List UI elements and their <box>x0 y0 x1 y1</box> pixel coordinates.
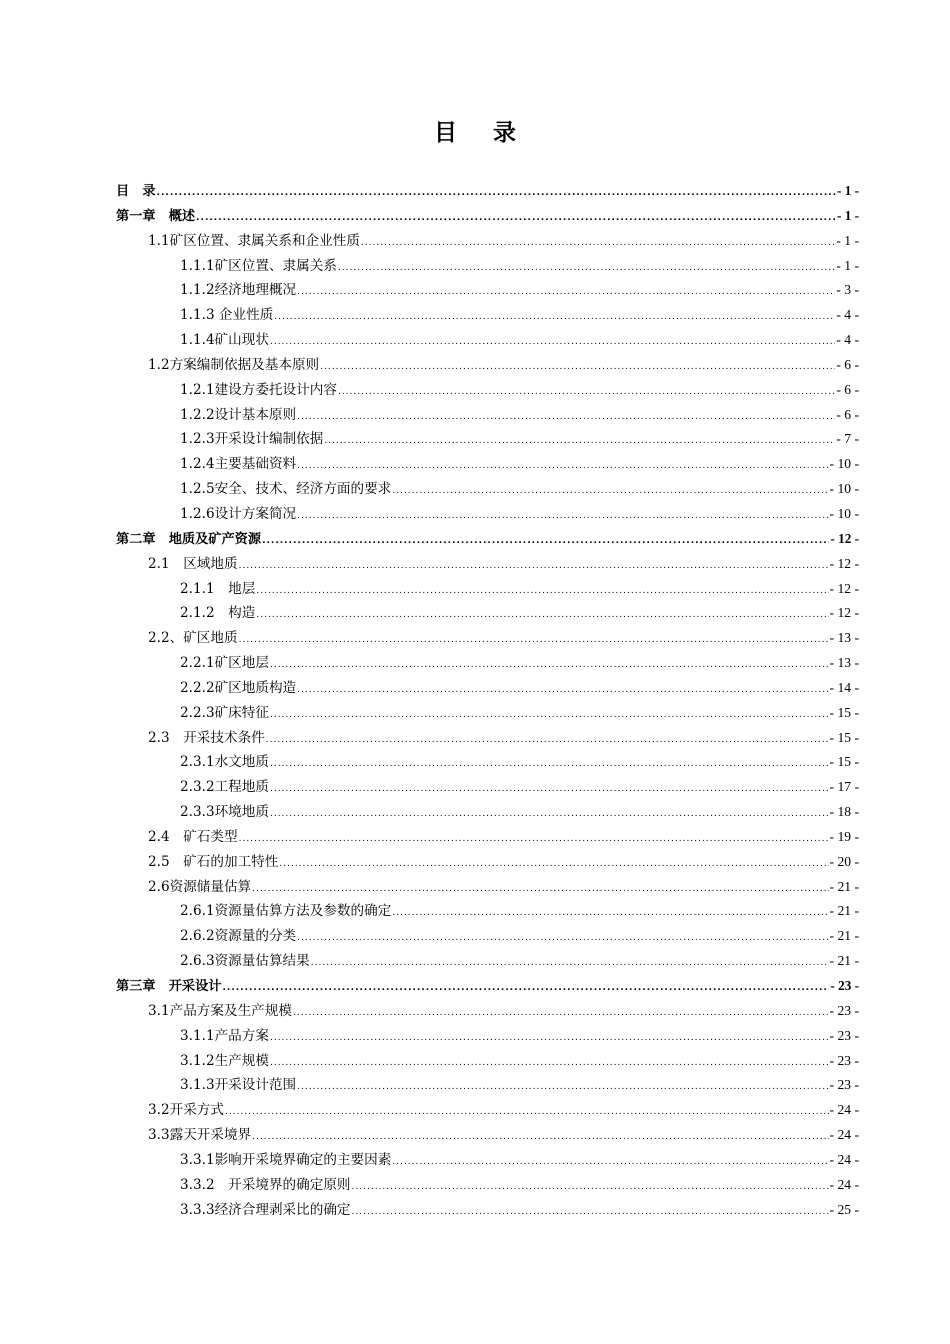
toc-entry-label: 目 录 <box>116 184 156 199</box>
toc-leader-dots <box>270 330 835 353</box>
toc-entry-page: - 21 - <box>829 903 859 919</box>
toc-entry-label: 1.2.6设计方案简况 <box>180 505 297 522</box>
toc-entry-page: - 12 - <box>829 605 859 621</box>
toc-entry-page: - 21 - <box>829 953 859 969</box>
toc-entry[interactable] <box>116 278 859 303</box>
toc-entry-page: - 25 - <box>829 1201 859 1217</box>
toc-entry-page: - 4 - <box>836 307 859 323</box>
toc-entry-page: - 10 - <box>829 456 859 472</box>
toc-entry-label: 3.1.1产品方案 <box>180 1027 269 1044</box>
toc-entry[interactable] <box>116 254 859 279</box>
toc-entry[interactable] <box>116 1073 859 1098</box>
toc-leader-dots <box>157 181 836 204</box>
toc-leader-dots <box>392 1150 828 1173</box>
toc-leader-dots <box>270 777 829 800</box>
toc-leader-dots <box>297 678 828 701</box>
toc-entry-label: 2.6.2资源量的分类 <box>180 928 297 945</box>
toc-entry-label: 2.1.1 地层 <box>180 580 256 597</box>
toc-entry-page: - 23 - <box>829 1077 859 1093</box>
toc-entry-label: 1.1.2经济地理概况 <box>180 282 297 299</box>
toc-entry-label: 3.3.1影响开采境界确定的主要因素 <box>180 1151 392 1168</box>
toc-leader-dots <box>392 479 828 502</box>
toc-entry[interactable] <box>116 303 859 328</box>
toc-entry-page: - 6 - <box>836 406 859 422</box>
toc-leader-dots <box>279 852 828 875</box>
toc-entry-label: 1.2.1建设方委托设计内容 <box>180 381 337 398</box>
toc-leader-dots <box>320 355 835 378</box>
toc-entry-page: - 6 - <box>836 356 859 372</box>
toc-entry-label: 2.2.3矿床特征 <box>180 704 269 721</box>
toc-leader-dots <box>297 405 835 428</box>
toc-entry[interactable] <box>116 527 859 552</box>
toc-entry-label: 2.2.1矿区地层 <box>180 655 269 672</box>
toc-leader-dots <box>297 926 828 949</box>
toc-entry-page: - 13 - <box>829 630 859 646</box>
toc-leader-dots <box>338 380 835 403</box>
toc-entry-page: - 23 - <box>829 1002 859 1018</box>
toc-entry-page: - 19 - <box>829 828 859 844</box>
toc-leader-dots <box>297 504 828 527</box>
toc-leader-dots <box>262 529 829 552</box>
toc-entry-label: 2.2、矿区地质 <box>148 630 238 647</box>
toc-entry-label: 1.1矿区位置、隶属关系和企业性质 <box>148 232 360 249</box>
toc-entry-label: 第三章 开采设计 <box>116 979 222 994</box>
toc-entry-page: - 12 - <box>829 555 859 571</box>
toc-entry-label: 2.3.2工程地质 <box>180 779 269 796</box>
toc-leader-dots <box>196 206 836 229</box>
toc-entry[interactable] <box>116 577 859 602</box>
toc-leader-dots <box>297 1075 828 1098</box>
toc-entry-page: - 15 - <box>829 754 859 770</box>
toc-entry-label: 2.6.3资源量估算结果 <box>180 953 310 970</box>
toc-entry-label: 1.2.4主要基础资料 <box>180 456 297 473</box>
toc-entry-page: - 18 - <box>829 804 859 820</box>
toc-leader-dots <box>338 256 835 279</box>
toc-leader-dots <box>297 454 828 477</box>
toc-entry-label: 2.1.2 构造 <box>180 605 256 622</box>
toc-entry[interactable] <box>116 427 859 452</box>
toc-entry[interactable] <box>116 229 859 254</box>
toc-entry-page: - 15 - <box>829 704 859 720</box>
toc-entry-page: - 6 - <box>836 381 859 397</box>
toc-entry-label: 2.3 开采技术条件 <box>148 729 265 746</box>
toc-entry[interactable] <box>116 651 859 676</box>
toc-entry-label: 第一章 概述 <box>116 208 196 224</box>
toc-entry[interactable] <box>116 726 859 751</box>
toc-entry-page: - 24 - <box>829 1151 859 1167</box>
toc-leader-dots <box>270 802 829 825</box>
toc-entry[interactable] <box>116 1049 859 1074</box>
toc-entry[interactable] <box>116 1098 859 1123</box>
toc-entry-label: 1.2.2设计基本原则 <box>180 406 297 423</box>
toc-entry[interactable] <box>116 676 859 701</box>
toc-leader-dots <box>270 1026 829 1049</box>
toc-entry[interactable] <box>116 924 859 949</box>
toc-entry-page: - 24 - <box>829 1176 859 1192</box>
toc-entry-label: 1.2.3开采设计编制依据 <box>180 431 324 448</box>
toc-entry-page: - 15 - <box>829 729 859 745</box>
toc-list <box>116 179 859 1222</box>
toc-leader-dots <box>352 1200 829 1223</box>
toc-leader-dots <box>223 976 830 999</box>
toc-entry-label: 1.1.3 企业性质 <box>180 307 274 324</box>
toc-entry-page: - 24 - <box>829 1102 859 1118</box>
toc-leader-dots <box>256 603 828 626</box>
toc-entry-page: - 21 - <box>829 878 859 894</box>
toc-entry[interactable] <box>116 1024 859 1049</box>
toc-entry[interactable] <box>116 875 859 900</box>
toc-entry[interactable] <box>116 328 859 353</box>
toc-entry-label: 3.2开采方式 <box>148 1102 224 1119</box>
toc-entry-page: - 10 - <box>829 481 859 497</box>
toc-entry-page: - 17 - <box>829 779 859 795</box>
toc-entry-label: 3.1产品方案及生产规模 <box>148 1002 292 1019</box>
toc-leader-dots <box>270 1051 829 1074</box>
toc-entry-page: - 10 - <box>829 505 859 521</box>
toc-entry[interactable] <box>116 353 859 378</box>
toc-entry-label: 3.3露天开采境界 <box>148 1127 252 1144</box>
toc-entry-page: - 13 - <box>829 655 859 671</box>
toc-entry[interactable] <box>116 800 859 825</box>
toc-entry-page: - 7 - <box>836 431 859 447</box>
toc-entry-page: - 23 - <box>829 1027 859 1043</box>
toc-entry[interactable] <box>116 403 859 428</box>
toc-entry-label: 第二章 地质及矿产资源 <box>116 531 262 547</box>
toc-entry-page: - 20 - <box>829 853 859 869</box>
toc-entry[interactable] <box>116 452 859 477</box>
toc-leader-dots <box>311 951 829 974</box>
toc-entry[interactable] <box>116 750 859 775</box>
toc-leader-dots <box>324 429 835 452</box>
toc-entry[interactable] <box>116 601 859 626</box>
toc-entry[interactable] <box>116 1123 859 1148</box>
toc-entry-label: 2.1 区域地质 <box>148 555 238 572</box>
toc-entry-label: 2.4 矿石类型 <box>148 828 238 845</box>
toc-title: 目 录 <box>433 120 530 146</box>
toc-entry[interactable] <box>116 502 859 527</box>
toc-leader-dots <box>270 752 829 775</box>
toc-entry[interactable] <box>116 1198 859 1223</box>
toc-entry-page: - 12 - <box>829 580 859 596</box>
toc-leader-dots <box>274 305 835 328</box>
toc-entry[interactable] <box>116 1173 859 1198</box>
toc-entry[interactable] <box>116 701 859 726</box>
toc-entry[interactable] <box>116 179 859 204</box>
toc-entry-label: 2.5 矿石的加工特性 <box>148 853 279 870</box>
toc-entry-page: - 21 - <box>829 928 859 944</box>
toc-entry[interactable] <box>116 999 859 1024</box>
toc-leader-dots <box>225 1100 829 1123</box>
toc-entry-label: 2.3.3环境地质 <box>180 804 269 821</box>
toc-entry-page: - 1 - <box>837 207 859 223</box>
toc-leader-dots <box>266 728 829 751</box>
toc-entry[interactable] <box>116 477 859 502</box>
toc-leader-dots <box>352 1175 829 1198</box>
toc-leader-dots <box>361 231 835 254</box>
toc-leader-dots <box>239 827 829 850</box>
toc-entry-label: 3.3.3经济合理剥采比的确定 <box>180 1201 351 1218</box>
toc-entry[interactable] <box>116 552 859 577</box>
toc-leader-dots <box>239 628 829 651</box>
toc-entry-label: 1.2.5安全、技术、经济方面的要求 <box>180 481 392 498</box>
toc-leader-dots <box>270 653 829 676</box>
toc-entry[interactable] <box>116 850 859 875</box>
toc-entry-page: - 23 - <box>829 1052 859 1068</box>
toc-entry-page: - 23 - <box>830 978 859 993</box>
toc-leader-dots <box>392 901 828 924</box>
toc-leader-dots <box>252 1125 828 1148</box>
toc-entry-label: 2.6资源储量估算 <box>148 878 252 895</box>
toc-entry-page: - 3 - <box>836 282 859 298</box>
toc-entry-page: - 1 - <box>836 232 859 248</box>
toc-entry-label: 1.1.4矿山现状 <box>180 332 269 349</box>
toc-leader-dots <box>256 579 828 602</box>
toc-entry-label: 2.6.1资源量估算方法及参数的确定 <box>180 903 392 920</box>
toc-entry[interactable] <box>116 1148 859 1173</box>
toc-entry-label: 2.3.1水文地质 <box>180 754 269 771</box>
toc-entry-page: - 24 - <box>829 1127 859 1143</box>
toc-leader-dots <box>239 554 829 577</box>
toc-leader-dots <box>293 1001 829 1024</box>
toc-entry-page: - 1 - <box>836 257 859 273</box>
toc-entry[interactable] <box>116 825 859 850</box>
toc-entry-page: - 14 - <box>829 679 859 695</box>
toc-entry-label: 3.1.2生产规模 <box>180 1052 269 1069</box>
toc-leader-dots <box>297 280 835 303</box>
toc-entry-label: 3.3.2 开采境界的确定原则 <box>180 1176 351 1193</box>
toc-entry[interactable] <box>116 899 859 924</box>
toc-entry-label: 3.1.3开采设计范围 <box>180 1077 297 1094</box>
toc-entry-label: 1.2方案编制依据及基本原则 <box>148 356 320 373</box>
toc-leader-dots <box>270 703 829 726</box>
toc-leader-dots <box>252 877 828 900</box>
toc-entry[interactable] <box>116 626 859 651</box>
toc-entry-label: 2.2.2矿区地质构造 <box>180 679 297 696</box>
toc-entry[interactable] <box>116 378 859 403</box>
toc-entry[interactable] <box>116 974 859 999</box>
toc-entry-page: - 12 - <box>830 530 859 546</box>
toc-entry-page: - 1 - <box>837 183 859 198</box>
toc-entry[interactable] <box>116 949 859 974</box>
toc-entry-page: - 4 - <box>836 332 859 348</box>
toc-entry[interactable] <box>116 204 859 229</box>
toc-entry[interactable] <box>116 775 859 800</box>
toc-entry-label: 1.1.1矿区位置、隶属关系 <box>180 257 337 274</box>
